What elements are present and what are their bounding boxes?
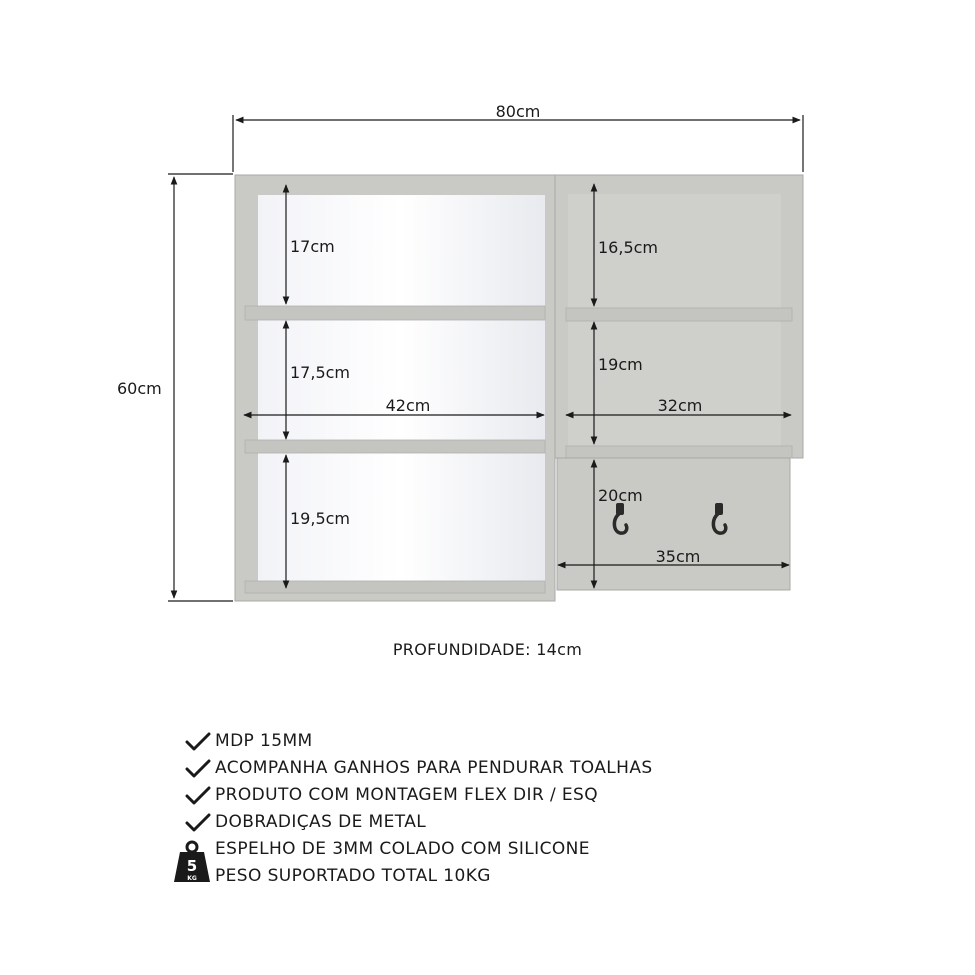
left-width-label: 42cm <box>385 396 431 415</box>
feature-list <box>185 728 653 890</box>
feature-item <box>185 728 653 755</box>
feature-item <box>185 782 653 809</box>
width-total-dimension <box>233 102 803 172</box>
width-total-label: 80cm <box>495 102 541 121</box>
right-bottom <box>566 446 792 458</box>
check-icon <box>185 813 211 833</box>
weight-icon <box>172 840 212 886</box>
check-icon <box>185 732 211 752</box>
hook-panel-height-label: 20cm <box>598 486 643 505</box>
hook-panel-width-label: 35cm <box>655 547 701 566</box>
feature-text: DOBRADIÇAS DE METAL <box>215 812 427 832</box>
check-icon <box>185 786 211 806</box>
left-compartment-3-label: 19,5cm <box>290 509 351 528</box>
check-icon <box>185 759 211 779</box>
right-shelf-1 <box>566 308 792 321</box>
weight-icon-unit: KG <box>187 875 197 882</box>
right-width-label: 32cm <box>657 396 703 415</box>
left-compartment-1-label: 17cm <box>290 237 335 256</box>
feature-item <box>185 836 653 863</box>
depth-note: PROFUNDIDADE: 14cm <box>392 640 583 659</box>
left-bottom <box>245 581 545 593</box>
right-compartment-1-label: 16,5cm <box>598 238 659 257</box>
right-compartment-2-label: 19cm <box>598 355 643 374</box>
right-compartment-2-back <box>568 321 781 446</box>
feature-text: ESPELHO DE 3MM COLADO COM SILICONE <box>215 839 590 859</box>
height-total-label: 60cm <box>117 379 162 398</box>
left-shelf-2 <box>245 440 545 453</box>
feature-item <box>185 863 653 890</box>
height-total-dimension <box>117 174 233 601</box>
feature-text: PRODUTO COM MONTAGEM FLEX DIR / ESQ <box>215 785 599 805</box>
left-shelf-1 <box>245 306 545 320</box>
feature-item <box>185 755 653 782</box>
feature-text: ACOMPANHA GANHOS PARA PENDURAR TOALHAS <box>215 758 653 778</box>
left-compartment-2-label: 17,5cm <box>290 363 351 382</box>
feature-text: MDP 15MM <box>215 731 313 751</box>
feature-item <box>185 809 653 836</box>
hook-panel <box>557 458 790 590</box>
feature-text: PESO SUPORTADO TOTAL 10KG <box>215 866 491 886</box>
weight-icon-number: 5 <box>186 857 198 875</box>
left-cabinet <box>235 175 555 601</box>
